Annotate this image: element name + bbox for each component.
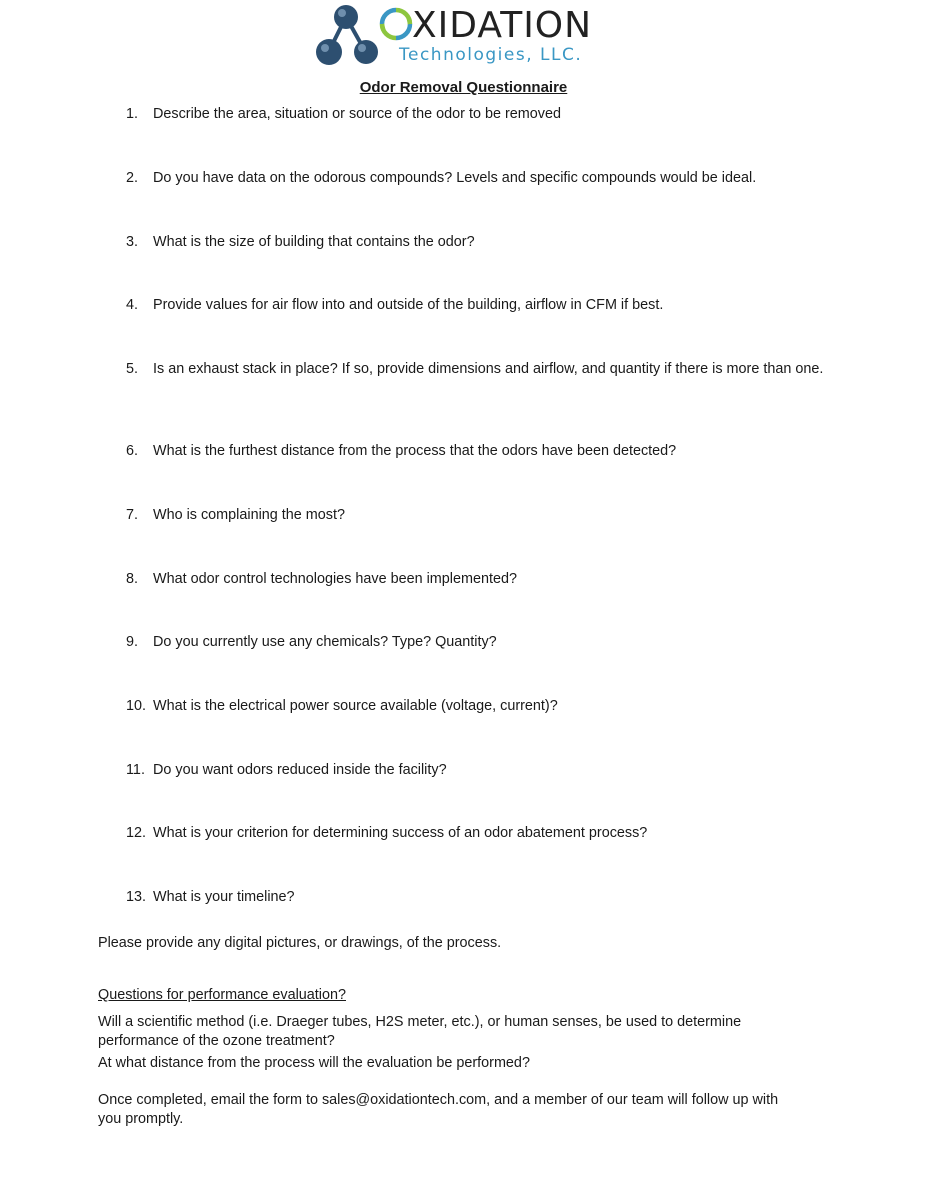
question-item: 7. Who is complaining the most? bbox=[126, 507, 345, 523]
evaluation-question-distance: At what distance from the process will the evaluation be performed? bbox=[98, 1055, 530, 1071]
question-item: 1. Describe the area, situation or source of the odor to be removed bbox=[126, 106, 561, 122]
question-item: 6. What is the furthest distance from the process that the odors have been detected? bbox=[126, 443, 677, 459]
question-item: 8. What odor control technologies have been implemented? bbox=[126, 571, 517, 587]
question-item: 13. What is your timeline? bbox=[126, 889, 295, 905]
closing-instructions: Once completed, email the form to sales@oxidationtech.com, and a member of our team will follow up with you promptly. bbox=[98, 1092, 779, 1127]
evaluation-question-method: Will a scientific method (i.e. Draeger tubes, H2S meter, etc.), or human senses, be used to determine performance of the ozone treatment? bbox=[98, 1014, 742, 1049]
question-item: 2. Do you have data on the odorous compounds? Levels and specific compounds would be ideal. bbox=[126, 170, 757, 186]
pictures-note: Please provide any digital pictures, or drawings, of the process. bbox=[98, 935, 502, 951]
page-title: Odor Removal Questionnaire bbox=[359, 79, 568, 96]
question-item: 3. What is the size of building that contains the odor? bbox=[126, 234, 475, 250]
evaluation-heading: Questions for performance evaluation? bbox=[98, 987, 346, 1003]
molecule-icon bbox=[312, 2, 384, 68]
question-item: 9. Do you currently use any chemicals? Type? Quantity? bbox=[126, 634, 497, 650]
question-item: 12. What is your criterion for determining success of an odor abatement process? bbox=[126, 825, 648, 841]
company-logo bbox=[312, 2, 632, 70]
question-item: 4. Provide values for air flow into and outside of the building, airflow in CFM if best. bbox=[126, 297, 664, 313]
question-item: 5. Is an exhaust stack in place? If so, provide dimensions and airflow, and quantity if there is more than one. bbox=[126, 361, 824, 377]
recycle-ring-icon bbox=[378, 6, 414, 42]
question-item: 10. What is the electrical power source available (voltage, current)? bbox=[126, 698, 558, 714]
question-item: 11. Do you want odors reduced inside the facility? bbox=[126, 762, 447, 778]
logo-wordmark bbox=[378, 6, 592, 46]
logo-word-text: XIDATION bbox=[412, 5, 593, 46]
logo-subtitle: Technologies, LLC. bbox=[399, 45, 583, 65]
